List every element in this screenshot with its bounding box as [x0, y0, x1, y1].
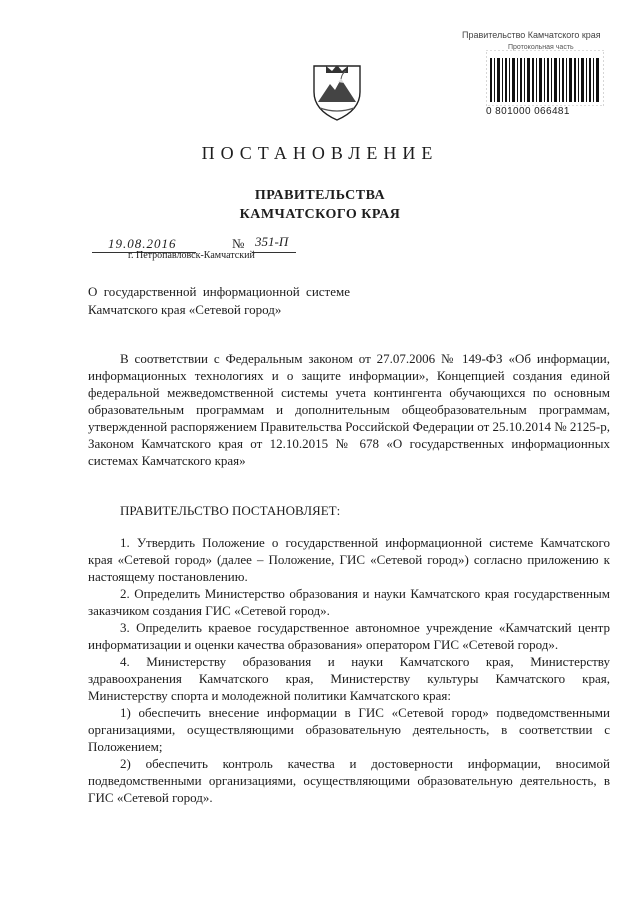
document-title: ПОСТАНОВЛЕНИЕ: [201, 143, 439, 163]
list-item: 4. Министерству образования и науки Камчатского края, Министерству здравоохранения Камчатского края, Министерству культуры Камчатского края, Министерству спорта и молодежной политики Камчатского края:: [88, 654, 610, 703]
document-date: 19.08.2016: [108, 236, 177, 251]
stamp-header: Правительство Камчатского края: [462, 30, 601, 40]
number-underline: [252, 252, 296, 253]
decree-heading: ПРАВИТЕЛЬСТВО ПОСТАНОВЛЯЕТ:: [120, 503, 341, 518]
authority-line-1: ПРАВИТЕЛЬСТВА: [254, 188, 386, 203]
list-item: 1. Утвердить Положение о государственной информационной системе Камчатского края «Сетевой город» (далее – Положение, ГИС «Сетевой город») согласно приложению к настоящему постановлению.: [88, 535, 610, 584]
kamchatka-coat-of-arms-icon: [308, 62, 366, 122]
list-item: 1) обеспечить внесение информации в ГИС «Сетевой город» подведомственными организациями, осуществляющими образовательную деятельность, в соответствии с Положением;: [88, 705, 610, 754]
number-label: №: [232, 236, 245, 251]
preamble-paragraph: В соответствии с Федеральным законом от 27.07.2006 № 149-ФЗ «Об информации, информационных технологиях и о защите информации», Концепцией создания единой федеральной межведомственной системы учета контингента обучающихся по основным образовательным программам и дополнительным общеобразовательным программам, утвержденной распоряжением Правительства Российской Федерации от 25.10.2014 № 2125-р, Законом Камчатского края от 12.10.2015 № 678 «О государственных информационных системах Камчатского края»: [88, 351, 610, 468]
barcode-number: 0 801000 066481: [486, 106, 570, 117]
document-items: [88, 534, 610, 806]
list-item: 3. Определить краевое государственное автономное учреждение «Камчатский центр информатизации и оценки качества образования» оператором ГИС «Сетевой город».: [88, 620, 610, 652]
document-city: г. Петропавловск-Камчатский: [128, 250, 255, 261]
list-item: 2) обеспечить контроль качества и достоверности информации, вносимой подведомственными организациями, осуществляющими образовательную деятельность, в ГИС «Сетевой город».: [88, 756, 610, 805]
stamp-subtitle: Протокольная часть: [508, 44, 574, 51]
barcode-icon: [486, 50, 604, 106]
document-subject: О государственной информационной системе Камчатского края «Сетевой город»: [88, 284, 350, 317]
list-item: 2. Определить Министерство образования и науки Камчатского края государственным заказчиком создания ГИС «Сетевой город».: [88, 586, 610, 618]
document-number: 351-П: [255, 234, 289, 249]
authority-line-2: КАМЧАТСКОГО КРАЯ: [239, 207, 401, 222]
